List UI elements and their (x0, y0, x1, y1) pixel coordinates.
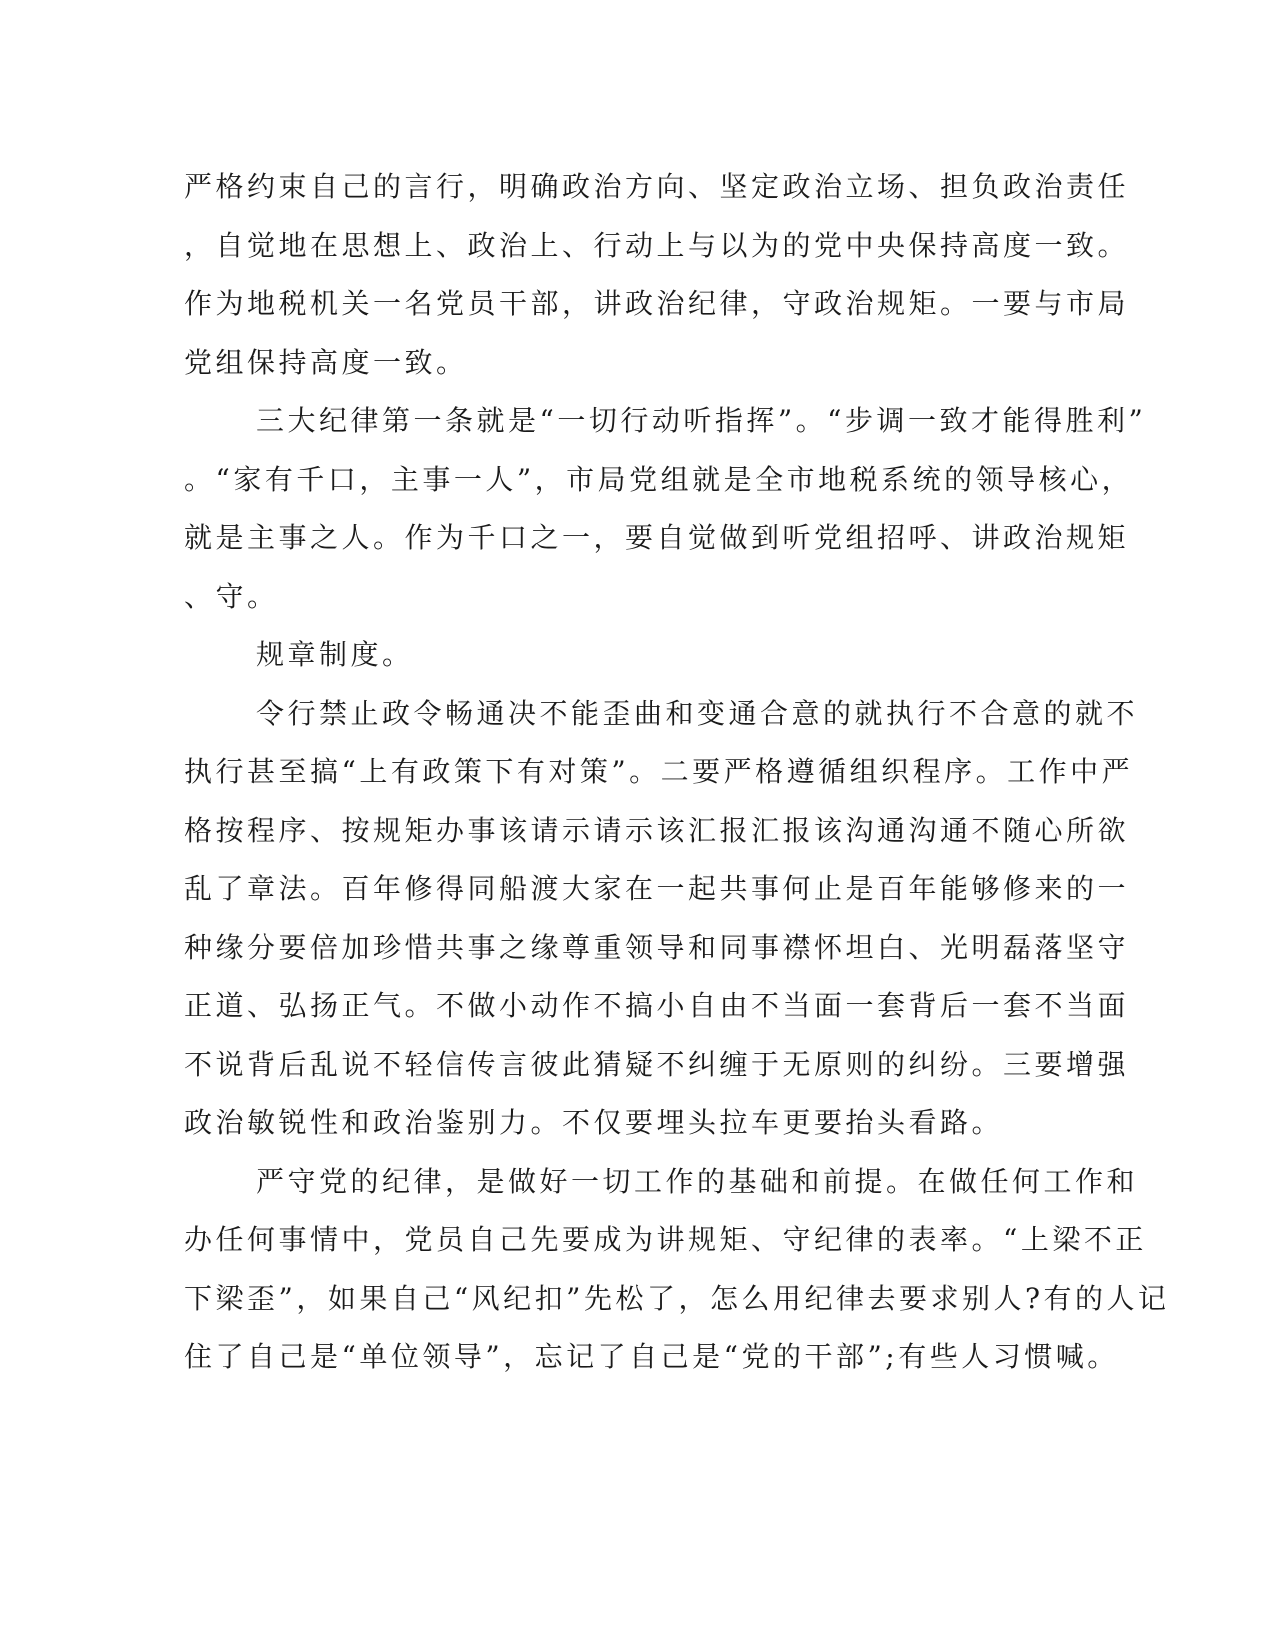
text-line: 正道、弘扬正气。不做小动作不搞小自由不当面一套背后一套不当面 (184, 989, 1130, 1022)
text-line: 格按程序、按规矩办事该请示请示该汇报汇报该沟通沟通不随心所欲 (184, 813, 1130, 847)
text-line: 、守。 (184, 579, 279, 613)
text-line: 。“家有千口，主事一人”，市局党组就是全市地税系统的领导核心， (184, 462, 1134, 496)
paragraph-first-line: 规章制度。 (256, 638, 414, 671)
document-body (184, 158, 1170, 1387)
paragraph-first-line: 三大纪律第一条就是“一切行动听指挥”。“步调一致才能得胜利” (256, 404, 1147, 437)
text-line: ，自觉地在思想上、政治上、行动上与以为的党中央保持高度一致。 (184, 228, 1130, 262)
paragraph-first-line: 令行禁止政令畅通决不能歪曲和变通合意的就执行不合意的就不 (256, 696, 1139, 730)
paragraph-first-line: 严守党的纪律，是做好一切工作的基础和前提。在做任何工作和 (256, 1164, 1139, 1198)
text-line: 作为地税机关一名党员干部，讲政治纪律，守政治规矩。一要与市局 (184, 287, 1130, 320)
text-line: 党组保持高度一致。 (184, 345, 468, 379)
text-line: 执行甚至搞“上有政策下有对策”。二要严格遵循组织程序。工作中严 (184, 755, 1134, 788)
text-line: 就是主事之人。作为千口之一，要自觉做到听党组招呼、讲政治规矩 (184, 521, 1130, 554)
text-line: 政治敏锐性和政治鉴别力。不仅要埋头拉车更要抬头看路。 (184, 1106, 1004, 1139)
text-line: 乱了章法。百年修得同船渡大家在一起共事何止是百年能够修来的一 (184, 872, 1130, 905)
text-line: 住了自己是“单位领导”，忘记了自己是“党的干部”;有些人习惯喊。 (184, 1340, 1119, 1373)
text-line: 严格约束自己的言行，明确政治方向、坚定政治立场、担负政治责任 (184, 170, 1130, 203)
text-line: 下梁歪”，如果自己“风纪扣”先松了，怎么用纪律去要求别人?有的人记 (184, 1281, 1170, 1315)
text-line: 种缘分要倍加珍惜共事之缘尊重领导和同事襟怀坦白、光明磊落坚守 (184, 930, 1130, 964)
text-line: 办任何事情中，党员自己先要成为讲规矩、守纪律的表率。“上梁不正 (184, 1223, 1147, 1256)
text-line: 不说背后乱说不轻信传言彼此猜疑不纠缠于无原则的纠纷。三要增强 (184, 1047, 1130, 1081)
